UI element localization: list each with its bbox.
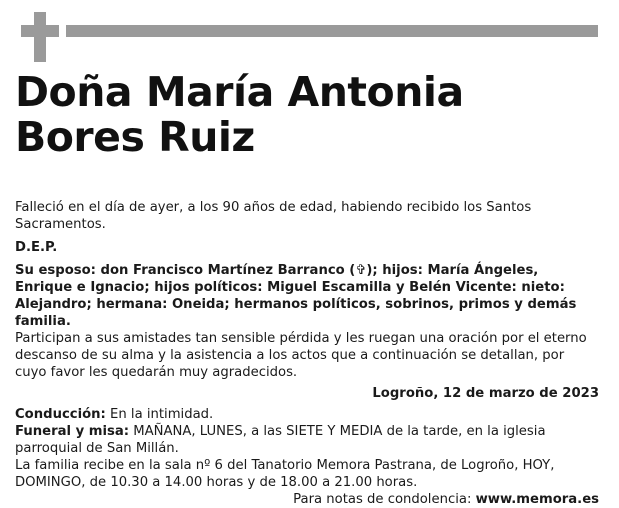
funeral-text: MAÑANA, LUNES, a las SIETE Y MEDIA de la tarde, en la iglesia parroquial de San Millán. [15, 424, 546, 456]
header-rule [66, 25, 598, 37]
conduccion-line [15, 406, 599, 423]
funeral-label: Funeral y misa: [15, 424, 130, 439]
place-date: Logroño, 12 de marzo de 2023 [372, 386, 599, 401]
conduccion-label: Conducción: [15, 407, 106, 422]
intro-text: Falleció en el día de ayer, a los 90 años de edad, habiendo recibido los Santos Sacramentos. [15, 200, 532, 232]
name-line-1: Doña María Antonia [15, 68, 464, 116]
notice-body [15, 199, 599, 508]
deceased-name [15, 70, 464, 160]
name-line-2: Bores Ruiz [15, 113, 255, 161]
conduccion-text: En la intimidad. [105, 407, 214, 422]
dep-text: D.E.P. [15, 240, 58, 255]
family-text: Su esposo: don Francisco Martínez Barranco (✞); hijos: María Ángeles, Enrique e Ignacio; hijos políticos: Miguel Escamilla y Belén Vicente: nieto: Alejandro; hermana: Oneida; hermanos políticos, sobrinos, primos y demás familia. [15, 263, 577, 329]
visitation-text: La familia recibe en la sala nº 6 del Tanatorio Memora Pastrana, de Logroño, HOY, DOMINGO, de 10.30 a 14.00 horas y de 18.00 a 21.00 horas. [15, 458, 555, 490]
condolence-label: Para notas de condolencia: [293, 492, 476, 507]
invitation-text: Participan a sus amistades tan sensible pérdida y les ruegan una oración por el eterno descanso de su alma y la asistencia a los actos que a continuación se detallan, por cuyo favor les quedarán muy agradecidos. [15, 331, 587, 380]
memora-link[interactable]: www.memora.es [475, 492, 599, 507]
condolence-note [15, 491, 599, 508]
cross-icon [21, 12, 59, 62]
funeral-line [15, 423, 599, 457]
